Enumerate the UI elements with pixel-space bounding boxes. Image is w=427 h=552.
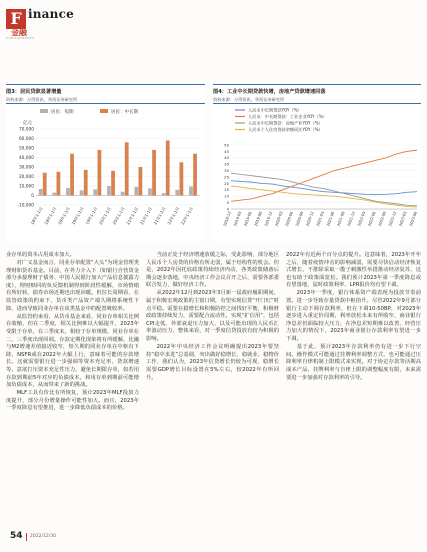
x-tick-label: 2020-06 xyxy=(284,210,294,227)
x-tick-label: 20年1-1月 xyxy=(111,206,126,226)
bar xyxy=(175,190,179,196)
x-tick-label: 21年1-1月 xyxy=(152,206,167,226)
paragraph: 对广义基金而言，同业存单配置“大头”为现金管理类理财和货币基金。目前，在外力介入下（如银行自营资金部分承接理财子债务、中国人民银行加大产品信息披露力度），理财赎回的负反馈机制得到阶段性缓解，市场情绪有所好转，债券市场近期也出现回暖。但拉长周期看，在监管政策的约束下，货币类产品资产端久期将系统性下降，进而导致同业存单在该类基金中的配置吸收率。 xyxy=(6,260,139,312)
bar xyxy=(80,190,84,195)
paragraph: 基于此，预计2023年存款利率仍有进一步下行空间。操作模式可能通过挂牌利率调整方式，也可能通过压降利率自律机制上限模式来实现。对于协定存款等活期高成本产品，挂牌利率与自律上限的调整幅度有限，未来需要进一步加强对存款利率的引导。 xyxy=(286,344,421,381)
figure-4-divider xyxy=(213,103,421,104)
bar xyxy=(107,186,111,196)
y-tick-label: 70,000 xyxy=(18,127,34,133)
issue-date: 2022/12/30 xyxy=(30,534,56,539)
legend-label: 人民币中长期贷款YOY（%） xyxy=(248,107,302,113)
x-tick-label: 2020-12 xyxy=(305,210,315,227)
figure-4-title: 图4：工业中长期贷款快增，房地产贷款增速回落 xyxy=(213,89,326,95)
y-tick-label: 45 xyxy=(224,148,229,154)
x-tick-label: 2022-09 xyxy=(377,210,387,227)
brand-chinese: 金融 xyxy=(11,28,27,37)
x-tick-label: 2019-12 xyxy=(264,210,274,227)
y-tick-label: 50 xyxy=(224,142,229,148)
y-tick-label: 35 xyxy=(224,161,229,167)
article-column-3 xyxy=(286,252,421,520)
figure-4-chart xyxy=(213,105,421,242)
paragraph: 2022年中央经济工作会议明确提出2023年要坚持“稳中求进”总基调，突出做好稳增长、稳就业、稳物价工作，我们认为，2023年信贷增长仍较为可观，稳增长需要GDP增长目标设置在5%左右，较2022年有所回升。 xyxy=(146,344,279,381)
brand-logo-mark: F xyxy=(6,9,26,29)
figure-4-source: 资料来源：万得资讯，华西证券研究所 xyxy=(213,97,285,102)
legend-swatch xyxy=(40,109,48,113)
paragraph: 2022年有近两个百分点的提升。这意味着，2023年开年之后，随着疫情冲击的影响减弱，需要尽快启动经济恢复式增长，不排除采取一揽子刺激性举措推动经济复苏，这也有助于政策面宽松。我们预计2023年第一季度降息或有望落地，届时政策利率、LPR报价均有望下调。 xyxy=(286,252,421,289)
legend-label: 居民：短期 xyxy=(51,110,74,115)
legend-swatch xyxy=(100,109,108,113)
page-number: 54 xyxy=(10,531,23,541)
x-tick-label: 21年1-1月 xyxy=(138,206,154,226)
paragraph: 从2022年12月到2023年3月新一届政府履职期间，属于积极宏观政策的主窗口期，有望实现信贷“开门红”时点平稳。需要在稳增长和积极防控之间找好平衡，积极财政政策持续发力，需要配合流动性，实现“扩信用”，包括CPI走低、外部衰退压力加大、以及可能出现的人民币汇率波动压力，整体来看，对一季度信贷投放有较为积极的影响。 xyxy=(146,290,279,343)
series-line xyxy=(231,181,417,195)
bar xyxy=(98,150,102,196)
bar xyxy=(52,193,56,196)
legend-label: 人民币：中长期贷款：工业企业YOY（%） xyxy=(248,114,327,120)
x-tick-label: 2020-03 xyxy=(274,210,284,227)
bar xyxy=(139,167,143,196)
bar xyxy=(152,150,156,196)
x-tick-label: 18年1-1月 xyxy=(29,206,44,226)
y-tick-label: -10,000 xyxy=(17,203,34,209)
y-unit: 亿元 xyxy=(23,121,32,126)
x-tick-label: 2023-06 xyxy=(408,210,418,227)
x-tick-label: 2021-06 xyxy=(326,210,336,227)
y-tick-label: 20 xyxy=(224,180,229,186)
x-tick-label: 2019-09 xyxy=(253,210,263,227)
bar xyxy=(134,187,138,196)
figure-3 xyxy=(6,84,205,242)
x-tick-label: 2019-06 xyxy=(243,210,253,227)
y-tick-label: 40,000 xyxy=(18,156,34,161)
bar xyxy=(166,140,170,195)
x-tick-label: 2021-09 xyxy=(336,210,346,227)
figure-3-chart xyxy=(6,105,205,242)
y-tick-label: 40 xyxy=(224,155,229,161)
y-tick-label: 30 xyxy=(224,168,229,173)
x-tick-label: 20年1-1月 xyxy=(97,206,113,226)
bar xyxy=(66,188,70,196)
y-tick-label: 50,000 xyxy=(18,146,34,152)
figure-3-divider xyxy=(6,103,205,104)
figure-4 xyxy=(213,84,421,242)
legend-label: 人民币中长期贷款：房地产业YOY（%） xyxy=(248,120,323,126)
paragraph: 2023年一季度，银行体系资产端表现为投放节奏前置。进一步导致存量贷款中枢抬升。尽管2022年9月部分银行主动下调存款利率，但在下调10-50BP，对2023年逐步进入重定价周期，利率放松未来有所收窄，商业银行净息差仍面临较大压力，在净息差短期难以改善、经营压力加大的情况下，2023年商业银行存款利率有望进一步下调。 xyxy=(286,290,421,343)
x-tick-label: 2022-06 xyxy=(367,210,377,227)
y-tick-label: 10,000 xyxy=(18,184,34,190)
bar xyxy=(39,189,43,196)
x-tick-label: 2022-12 xyxy=(388,210,398,227)
article-column-1 xyxy=(6,252,139,520)
x-tick-label: 2019-03 xyxy=(233,210,243,227)
bar xyxy=(162,193,166,195)
bar xyxy=(148,188,152,195)
article-column-2 xyxy=(146,252,279,520)
paragraph: 业存单的资本占用成本加大。 xyxy=(6,252,75,258)
legend-label: 人民币个人住房贷款余额同比YOY（%） xyxy=(248,127,323,133)
brand-name: inance xyxy=(28,7,74,21)
figure-3-source: 资料来源：万得资讯，华西证券研究所 xyxy=(6,97,78,102)
x-tick-label: 22年1-1月 xyxy=(179,206,195,226)
paragraph: MLF工具有价比有所恢复，预计2023年MLF投放力度提升，部分月份增量操作可能性加大。而且，2023年一季度降息有望推进，进一步降低负债成本的价格。 xyxy=(6,390,139,412)
bar xyxy=(193,154,197,196)
bar xyxy=(70,154,74,196)
x-tick-label: 2023-03 xyxy=(398,210,408,227)
x-tick-label: 21年1-1月 xyxy=(125,206,140,226)
y-tick-label: 10 xyxy=(224,193,229,199)
bar xyxy=(189,186,193,195)
y-tick-label: 25 xyxy=(224,174,229,180)
x-tick-label: 2021-12 xyxy=(346,210,356,227)
bar xyxy=(93,189,97,195)
bar xyxy=(180,162,184,195)
y-tick-label: 15 xyxy=(224,187,229,193)
bar xyxy=(57,172,61,196)
x-tick-label: 19年1-1月 xyxy=(70,206,85,226)
bar xyxy=(43,173,47,196)
bar xyxy=(125,142,129,195)
y-tick-label: 0 xyxy=(226,206,229,212)
figure-3-title: 图3：居民贷款显著增量 xyxy=(6,89,62,95)
brand-subtitle: CAPITALWEEKS xyxy=(6,36,35,40)
y-tick-label: 30,000 xyxy=(18,165,34,171)
y-tick-label: 20,000 xyxy=(18,175,34,180)
paragraph: 从监管约束看，从货币基金来看，同业存单相关比例在收缩，但在二季度，相关比例难以大幅提升，2023年受限于存单，在三季度末，相较于存单规模，同业存单在二、三季度出现回调。存款定期化现象将有所缓解，比融与M2增速差值接近收窄，短久期的同业存单在中枢有下降，NSFR或在2022年大幅上行，意味着可能的存款增长。这就需要银行进一步强调等资本充足率、贷款增速等。意欲打压资本充足性压力，避免长期限存单，如若用存款到期前5年对应的负债成本，和用存单到期前可能增加负债成本，从而带来了新的挑战。 xyxy=(6,313,139,389)
bar xyxy=(84,170,88,196)
x-tick-label: 18年1-1月 xyxy=(56,206,72,226)
footer-accent xyxy=(26,533,27,541)
y-tick-label: 0 xyxy=(31,194,34,199)
legend-label: 居民：中长期 xyxy=(111,110,138,115)
x-tick-label: 2020-09 xyxy=(295,210,305,227)
x-tick-label: 2021-03 xyxy=(315,210,325,227)
x-tick-label: 2022-03 xyxy=(357,210,367,227)
x-tick-label: 22年1-1月 xyxy=(166,206,181,226)
bar xyxy=(121,192,125,196)
paragraph: 当前正处于经济增速放缓之际，受此影响，部分地区人民币个人房贷的价格有所走弱，属于结构性的机会。但是，2022年因托底政策持续经济内动，各类政策储备后期会逐步落地，中央经济工作会议召开之后，需要各部委联合发力，做好经济工作。 xyxy=(146,252,279,289)
x-tick-label: 2018-12 xyxy=(222,210,232,227)
y-tick-label: 60,000 xyxy=(18,137,34,142)
bar xyxy=(111,171,115,196)
x-tick-label: 18年1-1月 xyxy=(43,206,58,226)
y-tick-label: 5 xyxy=(226,200,229,205)
x-tick-label: 19年1-1月 xyxy=(84,206,99,226)
